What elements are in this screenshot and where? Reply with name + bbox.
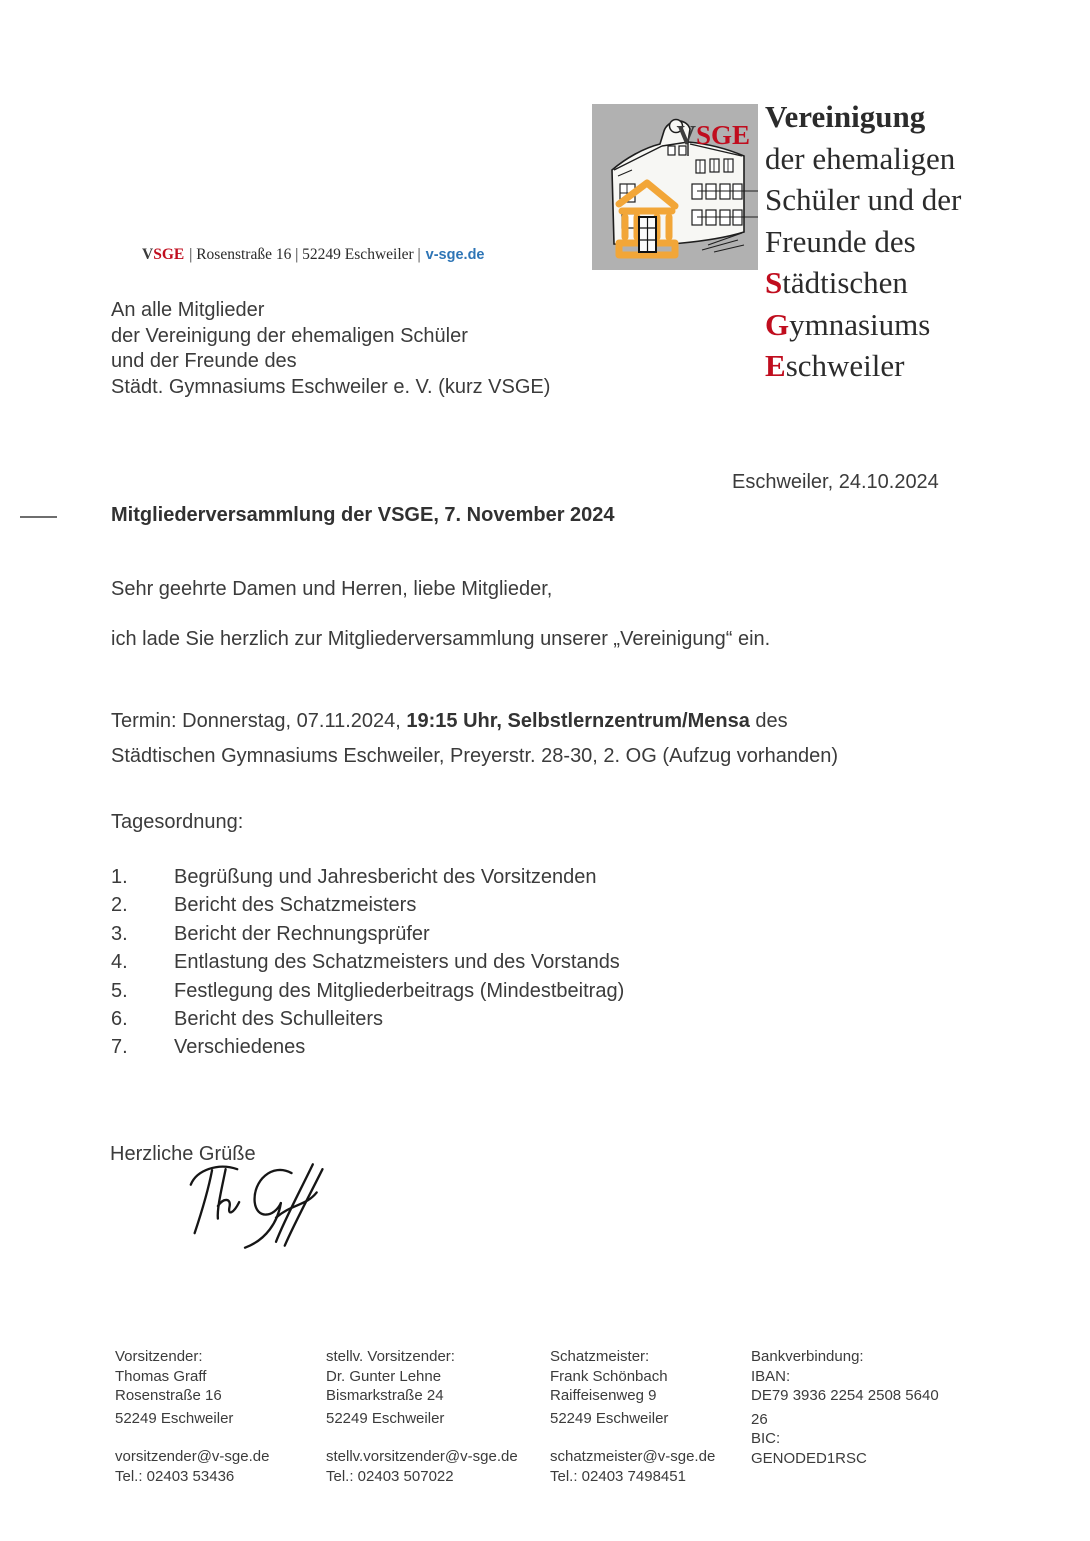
termin-highlight: 19:15 Uhr, Selbstlernzentrum/Mensa: [406, 710, 750, 732]
date-line: Eschweiler, 24.10.2024: [732, 471, 939, 493]
signature-handwriting: [183, 1156, 338, 1256]
footer-treasurer: [550, 1347, 745, 1486]
footer-deputy-chairman: [326, 1347, 541, 1486]
iban-value: DE79 3936 2254 2508 5640: [751, 1387, 939, 1404]
subject-line: Mitgliederversammlung der VSGE, 7. November 2024: [111, 504, 615, 526]
footer-role: Bankverbindung:: [751, 1348, 864, 1365]
footer-name: Frank Schönbach: [550, 1367, 668, 1385]
org-name-line: Städtischen: [765, 265, 908, 300]
school-building-icon: [592, 104, 758, 270]
footer-role: Vorsitzender:: [115, 1348, 203, 1365]
org-name-line: Vereinigung: [765, 99, 926, 134]
sender-address-line: VSGE | Rosenstraße 16 | 52249 Eschweiler | v-sge.de: [142, 246, 485, 263]
recipient-line: Städt. Gymnasiums Eschweiler e. V. (kurz VSGE): [111, 375, 551, 398]
termin-line-1: Termin: Donnerstag, 07.11.2024, 19:15 Uhr, Selbstlernzentrum/Mensa des: [111, 710, 788, 732]
footer-bank-details: [751, 1347, 966, 1468]
recipient-line: An alle Mitglieder: [111, 299, 265, 321]
footer-street: Bismarkstraße 24: [326, 1387, 444, 1404]
recipient-block: [111, 298, 550, 400]
agenda-item: 4. Entlastung des Schatzmeisters und des Vorstands: [111, 951, 620, 974]
recipient-line: und der Freunde des: [111, 350, 297, 372]
bic-label: BIC:: [751, 1430, 781, 1447]
footer-email: vorsitzender@v-sge.de: [115, 1448, 270, 1465]
footer-city: 52249 Eschweiler: [550, 1409, 669, 1427]
agenda-item: 7. Verschiedenes: [111, 1036, 306, 1059]
agenda-item: 3. Bericht der Rechnungsprüfer: [111, 922, 430, 945]
agenda-item: 6. Bericht des Schulleiters: [111, 1007, 383, 1030]
org-name-block: [765, 96, 961, 387]
iban-label: IBAN:: [751, 1367, 791, 1385]
org-name-line: Gymnasiums: [765, 306, 931, 342]
intro-paragraph: ich lade Sie herzlich zur Mitgliederversammlung unserer „Vereinigung“ ein.: [111, 628, 771, 650]
org-name-line: Schüler und der: [765, 182, 962, 217]
recipient-line: der Vereinigung der ehemaligen Schüler: [111, 324, 468, 347]
org-name-line: Eschweiler: [765, 348, 905, 383]
footer-role: Schatzmeister:: [550, 1348, 650, 1365]
footer-chairman: [115, 1347, 315, 1486]
closing-phrase: Herzliche Grüße: [110, 1143, 256, 1165]
bic-value: GENODED1RSC: [751, 1449, 867, 1467]
footer-street: Rosenstraße 16: [115, 1387, 222, 1404]
vsge-crest-logo: [592, 104, 758, 270]
footer-name: Dr. Gunter Lehne: [326, 1367, 442, 1385]
agenda-title: Tagesordnung:: [111, 811, 244, 833]
agenda-item: 1. Begrüßung und Jahresbericht des Vorsitzenden: [111, 866, 597, 888]
agenda-item: 2. Bericht des Schatzmeisters: [111, 894, 417, 917]
website-link[interactable]: v-sge.de: [425, 247, 485, 263]
termin-line-2: Städtischen Gymnasiums Eschweiler, Preyerstr. 28-30, 2. OG (Aufzug vorhanden): [111, 745, 838, 767]
agenda-item: 5. Festlegung des Mitgliederbeitrags (Mindestbeitrag): [111, 979, 625, 1002]
logo-acronym: VSGE: [676, 120, 750, 150]
footer-phone: Tel.: 02403 53436: [115, 1467, 235, 1485]
footer-name: Thomas Graff: [115, 1367, 207, 1385]
footer-phone: Tel.: 02403 507022: [326, 1467, 454, 1485]
iban-value-wrap: 26: [751, 1410, 768, 1428]
footer-city: 52249 Eschweiler: [326, 1409, 445, 1427]
footer-street: Raiffeisenweg 9: [550, 1387, 657, 1404]
salutation: Sehr geehrte Damen und Herren, liebe Mitglieder,: [111, 578, 553, 600]
sender-street-city: | Rosenstraße 16 | 52249 Eschweiler |: [189, 246, 421, 263]
footer-email: stellv.vorsitzender@v-sge.de: [326, 1448, 518, 1465]
footer-phone: Tel.: 02403 7498451: [550, 1467, 686, 1485]
fold-mark: [20, 516, 57, 518]
agenda-list: [111, 866, 624, 1065]
footer-city: 52249 Eschweiler: [115, 1409, 234, 1427]
footer-email: schatzmeister@v-sge.de: [550, 1448, 716, 1465]
org-name-line: der ehemaligen: [765, 140, 956, 176]
footer-role: stellv. Vorsitzender:: [326, 1348, 455, 1365]
org-name-line: Freunde des: [765, 223, 916, 259]
